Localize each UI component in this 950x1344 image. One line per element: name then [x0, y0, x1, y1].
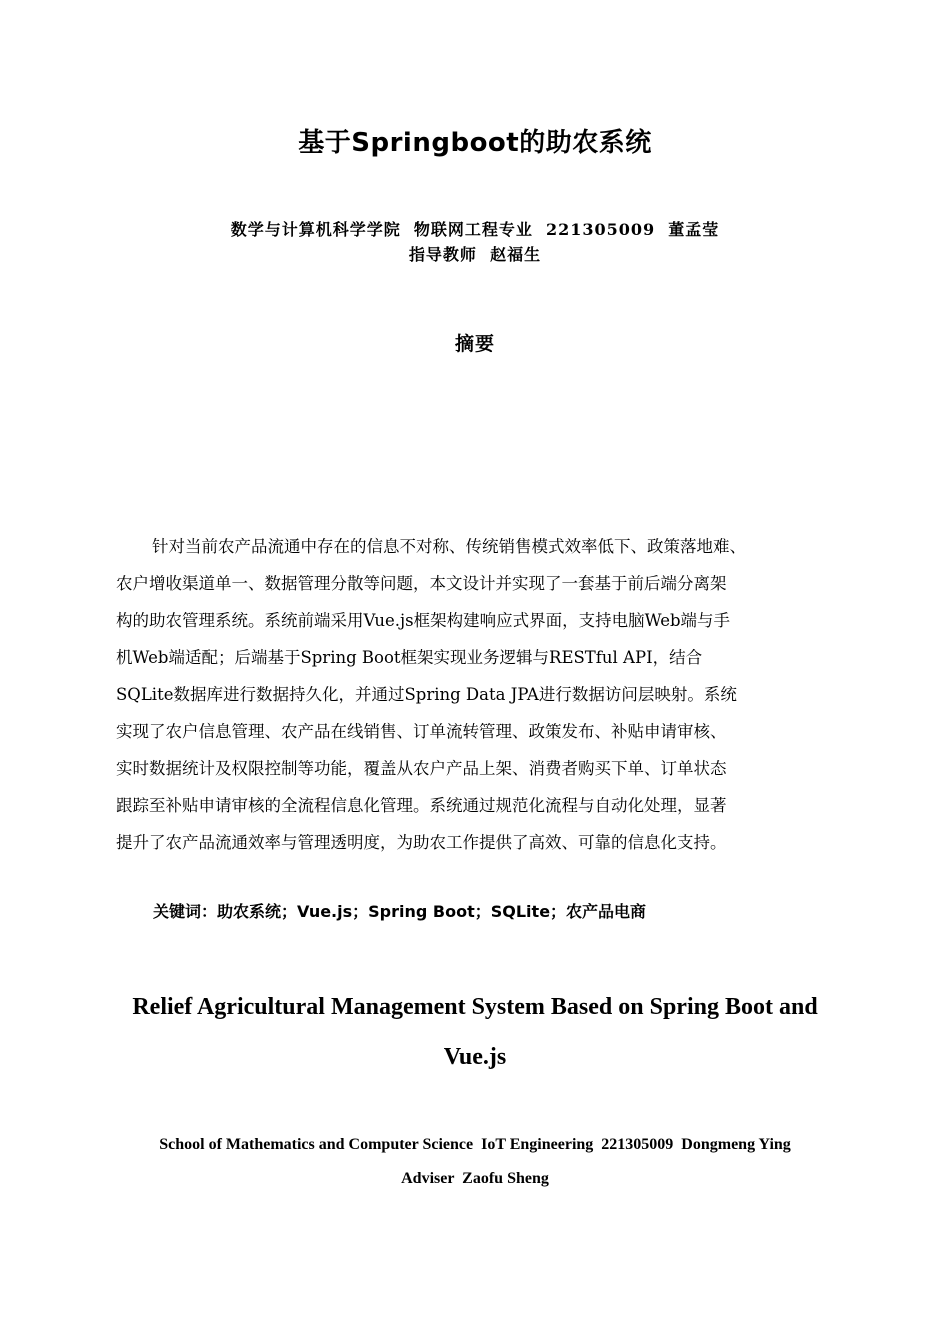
abstract-line: SQLite数据库进行数据持久化，并通过Spring Data JPA进行数据访问层映射。系统: [116, 685, 737, 704]
abstract-line: 跟踪至补贴申请审核的全流程信息化管理。系统通过规范化流程与自动化处理，显著: [116, 796, 727, 815]
chinese-adviser-info: 指导教师 赵福生: [408, 245, 542, 264]
abstract-line: 实时数据统计及权限控制等功能，覆盖从农户产品上架、消费者购买下单、订单状态: [116, 759, 727, 778]
abstract-line: 农户增收渠道单一、数据管理分散等问题，本文设计并实现了一套基于前后端分离架: [116, 574, 727, 593]
abstract-line: 针对当前农产品流通中存在的信息不对称、传统销售模式效率低下、政策落地难、: [152, 537, 746, 556]
keywords: 关键词：助农系统；Vue.js；Spring Boot；SQLite；农产品电商: [153, 902, 647, 921]
abstract-heading: 摘要: [454, 333, 495, 355]
english-adviser-info: Adviser Zaofu Sheng: [401, 1170, 549, 1187]
abstract-line: 实现了农户信息管理、农产品在线销售、订单流转管理、政策发布、补贴申请审核、: [116, 722, 727, 741]
chinese-title: 基于Springboot的助农系统: [298, 128, 652, 158]
abstract-line: 构的助农管理系统。系统前端采用Vue.js框架构建响应式界面，支持电脑Web端与手: [116, 611, 731, 630]
abstract-line: 提升了农产品流通效率与管理透明度，为助农工作提供了高效、可靠的信息化支持。: [116, 833, 727, 852]
abstract-line: 机Web端适配；后端基于Spring Boot框架实现业务逻辑与RESTful API，结合: [116, 648, 703, 667]
english-author-info: School of Mathematics and Computer Science IoT Engineering 221305009 Dongmeng Ying: [159, 1136, 791, 1153]
english-title-continued: Vue.js: [443, 1044, 507, 1070]
english-title: Relief Agricultural Management System Based on Spring Boot and: [132, 994, 818, 1020]
chinese-author-info: 数学与计算机科学学院 物联网工程专业 221305009 董孟莹: [230, 220, 720, 239]
abstract-body: [116, 528, 838, 861]
